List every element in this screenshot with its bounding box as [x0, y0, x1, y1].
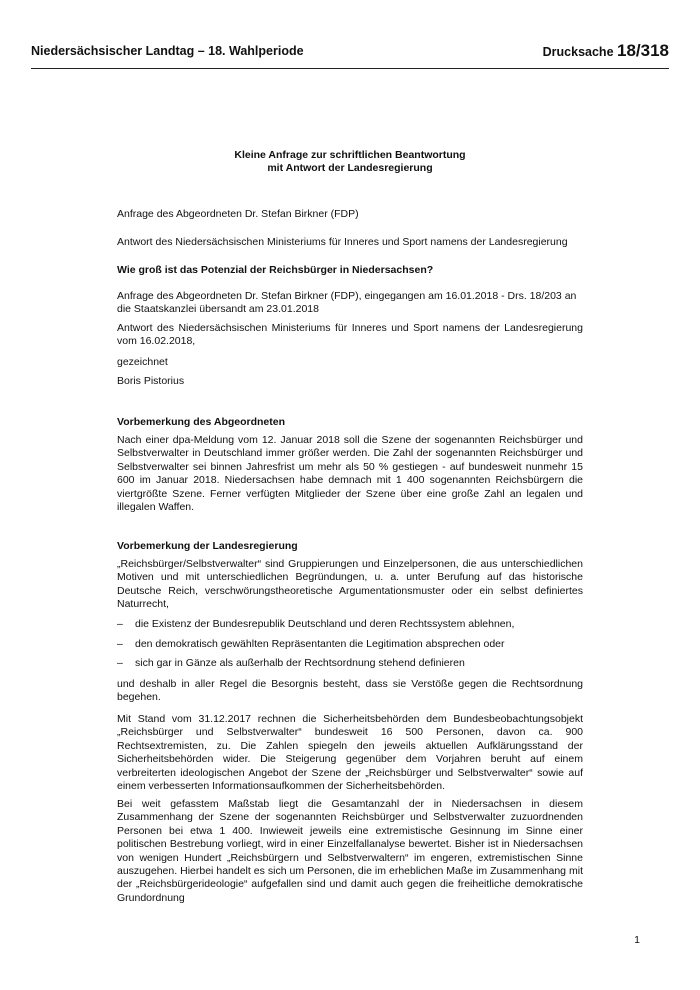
question-heading: Wie groß ist das Potenzial der Reichsbürger in Niedersachsen?: [117, 264, 434, 276]
page-number: 1: [634, 934, 640, 946]
drucksache-label: Drucksache: [542, 45, 614, 59]
drucksache-number: 18/318: [617, 41, 669, 60]
bullet-text: sich gar in Gänze als außerhalb der Rechtsordnung stehend definieren: [135, 657, 465, 669]
dash-glyph: –: [117, 638, 123, 650]
section-heading-abgeordneter: Vorbemerkung des Abgeordneten: [117, 416, 286, 428]
parliament-label: Niedersächsischer Landtag – 18. Wahlperiode: [31, 44, 304, 58]
vorbemerkung-paragraph-3: Mit Stand vom 31.12.2017 rechnen die Sicherheitsbehörden dem Bundesbeobachtungsobjekt „Reichsbürger und Selbstverwalter“ bundesweit 16 500 Personen, davon ca. 900 Rechtsextremisten, zu. Die Zahlen spiegeln den jeweils aktuellen Aufklärungsstand der Sicherheitsbehörden wider. Die Steigerung gegenüber dem Vorjahren beruht auf einem verbreiterten ideologischen Angebot der Szene der „Reichsbürger und Selbstverwalter“ sowie auf einem verbesserten Informationsaufkommen der Sicherheitsbehörden.: [117, 713, 583, 793]
dash-glyph: –: [117, 657, 123, 669]
vorbemerkung-paragraph-1: „Reichsbürger/Selbstverwalter“ sind Gruppierungen und Einzelpersonen, die aus unterschiedlichen Motiven und mit unterschiedlichen Begründungen, u. a. unter Berufung auf das historische Deutsche Reich, verschwörungstheoretische Argumentationsmuster oder ein selbst definiertes Naturrecht,: [117, 558, 583, 611]
bullet-text: die Existenz der Bundesrepublik Deutschland und deren Rechtssystem ablehnen,: [135, 618, 515, 630]
vorbemerkung-paragraph-2: und deshalb in aller Regel die Besorgnis besteht, dass sie Verstöße gegen die Rechtsordnung begehen.: [117, 678, 583, 704]
dash-glyph: –: [117, 618, 123, 630]
bullet-text: den demokratisch gewählten Repräsentanten die Legitimation absprechen oder: [135, 638, 505, 650]
anfrage-line: Anfrage des Abgeordneten Dr. Stefan Birkner (FDP): [117, 208, 359, 220]
section-heading-landesregierung: Vorbemerkung der Landesregierung: [117, 540, 298, 552]
section-text-abgeordneter: Nach einer dpa-Meldung vom 12. Januar 2018 soll die Szene der sogenannten Reichsbürger und Selbstverwalter in Deutschland immer größer werden. Die Zahl der sogenannten Reichsbürger und Selbstverwalter sei binnen Jahresfrist um mehr als 50 % gestiegen - auf bundesweit nunmehr 15 600 im Januar 2018. Niedersachsen habe demnach mit 1 400 sogenannten Reichsbürgern die viertgrößte Szene. Ferner verfügten Mitglieder der Szene über eine große Zahl an legalen und illegalen Waffen.: [117, 434, 583, 514]
document-number: [543, 41, 669, 61]
page-header: [31, 40, 669, 69]
document-title-line1: Kleine Anfrage zur schriftlichen Beantwortung: [234, 149, 466, 161]
signer-name: Boris Pistorius: [117, 375, 185, 387]
anfrage-details: Anfrage des Abgeordneten Dr. Stefan Birkner (FDP), eingegangen am 16.01.2018 - Drs. 18/203 an die Staatskanzlei übersandt am 23.01.2018: [117, 290, 577, 316]
signed-label: gezeichnet: [117, 356, 168, 368]
antwort-line: Antwort des Niedersächsischen Ministeriums für Inneres und Sport namens der Landesregierung: [117, 236, 568, 248]
document-title-line2: mit Antwort der Landesregierung: [267, 162, 433, 174]
vorbemerkung-paragraph-4: Bei weit gefasstem Maßstab liegt die Gesamtanzahl der in Niedersachsen in diesem Zusammenhang der Szene der sogenannten Reichsbürger und Selbstverwalter zuzuordnenden Personen bei etwa 1 400. Inwieweit jeweils eine extremistische Gesinnung im Sinne einer politischen Bestrebung vorliegt, wird in einer Einzelfallanalyse bewertet. Bisher ist in Niedersachsen von wenigen Hundert „Reichsbürgern und Selbstverwaltern“ im engeren, extremistischen Sinne auszugehen. Hierbei handelt es sich um Personen, die im erheblichen Maße im Zusammenhang mit der „Reichsbürgerideologie“ aufgefallen sind und damit auch gegen die freiheitliche demokratische Grundordnung: [117, 798, 583, 904]
antwort-details: Antwort des Niedersächsischen Ministeriums für Inneres und Sport namens der Landesregierung vom 16.02.2018,: [117, 322, 583, 348]
